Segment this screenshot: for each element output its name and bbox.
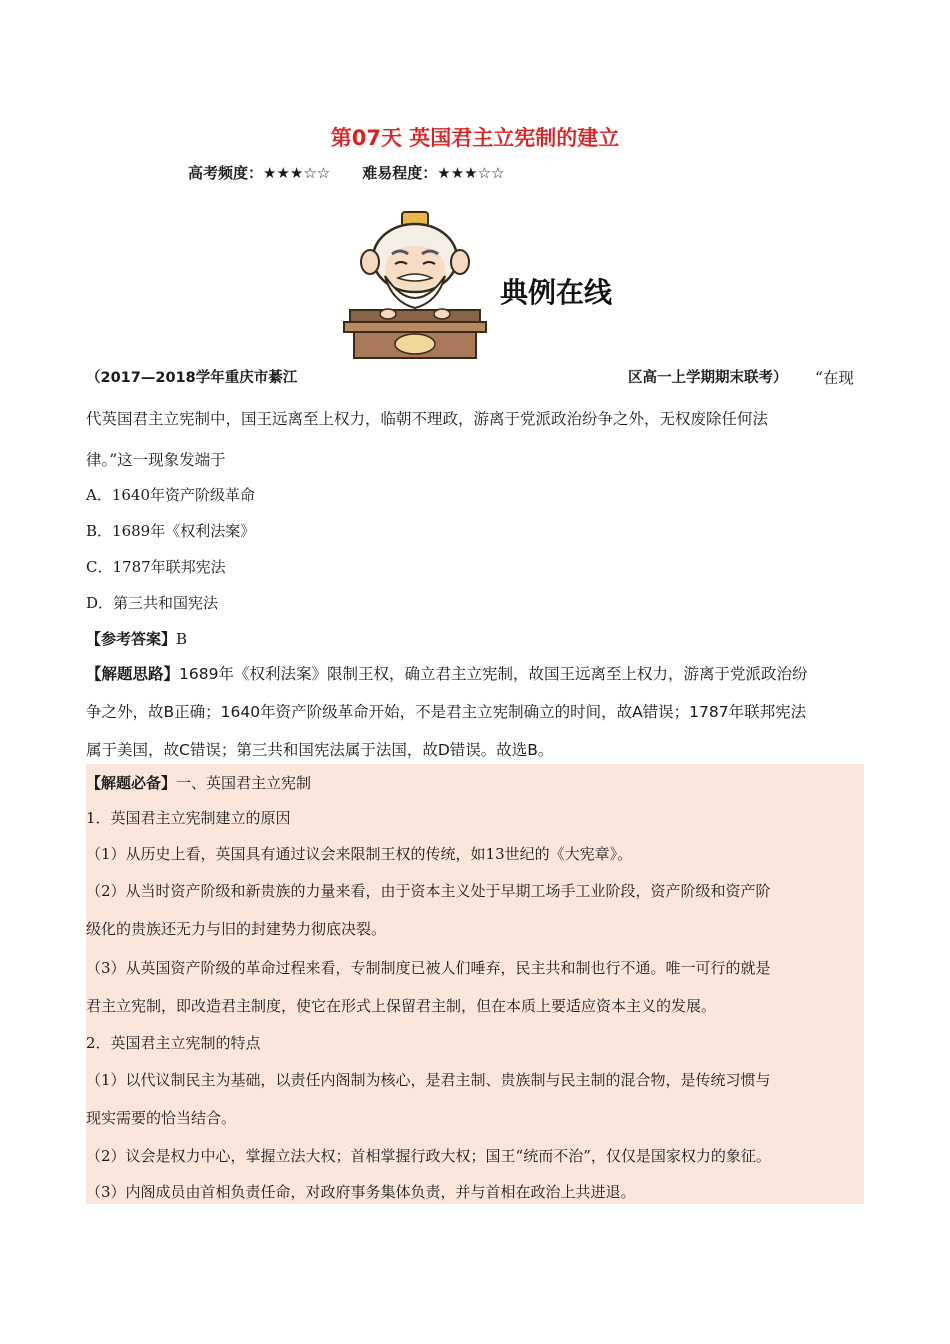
essentials-line: （2）从当时资产阶级和新贵族的力量来看，由于资本主义处于早期工场手工业阶段，资产阶级和资产阶: [86, 882, 771, 900]
explanation-line-1: 【解题思路】1689年《权利法案》限制王权，确立君主立宪制，故国王远离至上权力，游离于党派政治纷: [86, 665, 808, 683]
essentials-label: 【解题必备】: [86, 774, 177, 792]
essentials-heading: 【解题必备】一、英国君主立宪制: [86, 774, 312, 792]
meta-row: [188, 162, 505, 183]
essentials-line: （1）从历史上看，英国具有通过议会来限制王权的传统，如13世纪的《大宪章》。: [86, 845, 633, 863]
illustration-caption: 典例在线: [500, 276, 613, 309]
question-stem-2: 代英国君主立宪制中，国王远离至上权力，临朝不理政，游离于党派政治纷争之外，无权废除任何法: [86, 410, 769, 428]
explanation-line-3: 属于美国，故C错误；第三共和国宪法属于法国，故D错误。故选B。: [86, 741, 554, 759]
question-source-left: （2017—2018学年重庆市綦江: [86, 370, 298, 386]
explanation-line-2: 争之外，故B正确；1640年资产阶级革命开始，不是君主立宪制确立的时间，故A错误；1787年联邦宪法: [86, 703, 807, 721]
essentials-line: （3）内阁成员由首相负责任命，对政府事务集体负责，并与首相在政治上共进退。: [86, 1183, 636, 1201]
page-title: 第07天 英国君主立宪制的建立: [330, 126, 620, 150]
question-stem-3: 律。”这一现象发端于: [86, 451, 226, 469]
essentials-line: （2）议会是权力中心，掌握立法大权；首相掌握行政大权；国王“统而不治”，仅仅是国家权力的象征。: [86, 1147, 771, 1165]
scholar-cartoon-icon: [340, 210, 620, 360]
answer-label: 【参考答案】: [86, 630, 177, 648]
essentials-line: 1．英国君主立宪制建立的原因: [86, 809, 291, 827]
essentials-line: 现实需要的恰当结合。: [86, 1109, 237, 1127]
essentials-line: 级化的贵族还无力与旧的封建势力彻底决裂。: [86, 920, 387, 938]
question-source-right: 区高一上学期期末联考）: [628, 370, 788, 386]
explanation-label: 【解题思路】: [86, 665, 180, 683]
frequency-label: 高考频度：: [188, 164, 264, 182]
essentials-line: （1）以代议制民主为基础，以责任内阁制为核心，是君主制、贵族制与民主制的混合物，是传统习惯与: [86, 1071, 771, 1089]
essentials-line: 君主立宪制，即改造君主制度，使它在形式上保留君主制，但在本质上要适应资本主义的发展。: [86, 997, 717, 1015]
essentials-line: 2．英国君主立宪制的特点: [86, 1034, 261, 1052]
essentials-box: [86, 764, 864, 1204]
frequency-stars: ★★★☆☆: [263, 164, 331, 182]
answer-value: B: [176, 630, 188, 648]
difficulty-label: 难易程度：: [362, 164, 438, 182]
option-b: B．1689年《权利法案》: [86, 522, 256, 540]
question-stem-1: “在现: [815, 369, 854, 387]
reference-answer: [86, 628, 187, 649]
option-a: A．1640年资产阶级革命: [86, 486, 256, 504]
option-c: C．1787年联邦宪法: [86, 558, 226, 576]
essentials-line: （3）从英国资产阶级的革命过程来看，专制制度已被人们唾弃，民主共和制也行不通。唯一可行的就是: [86, 959, 771, 977]
difficulty-stars: ★★★☆☆: [437, 164, 505, 182]
option-d: D．第三共和国宪法: [86, 594, 219, 612]
